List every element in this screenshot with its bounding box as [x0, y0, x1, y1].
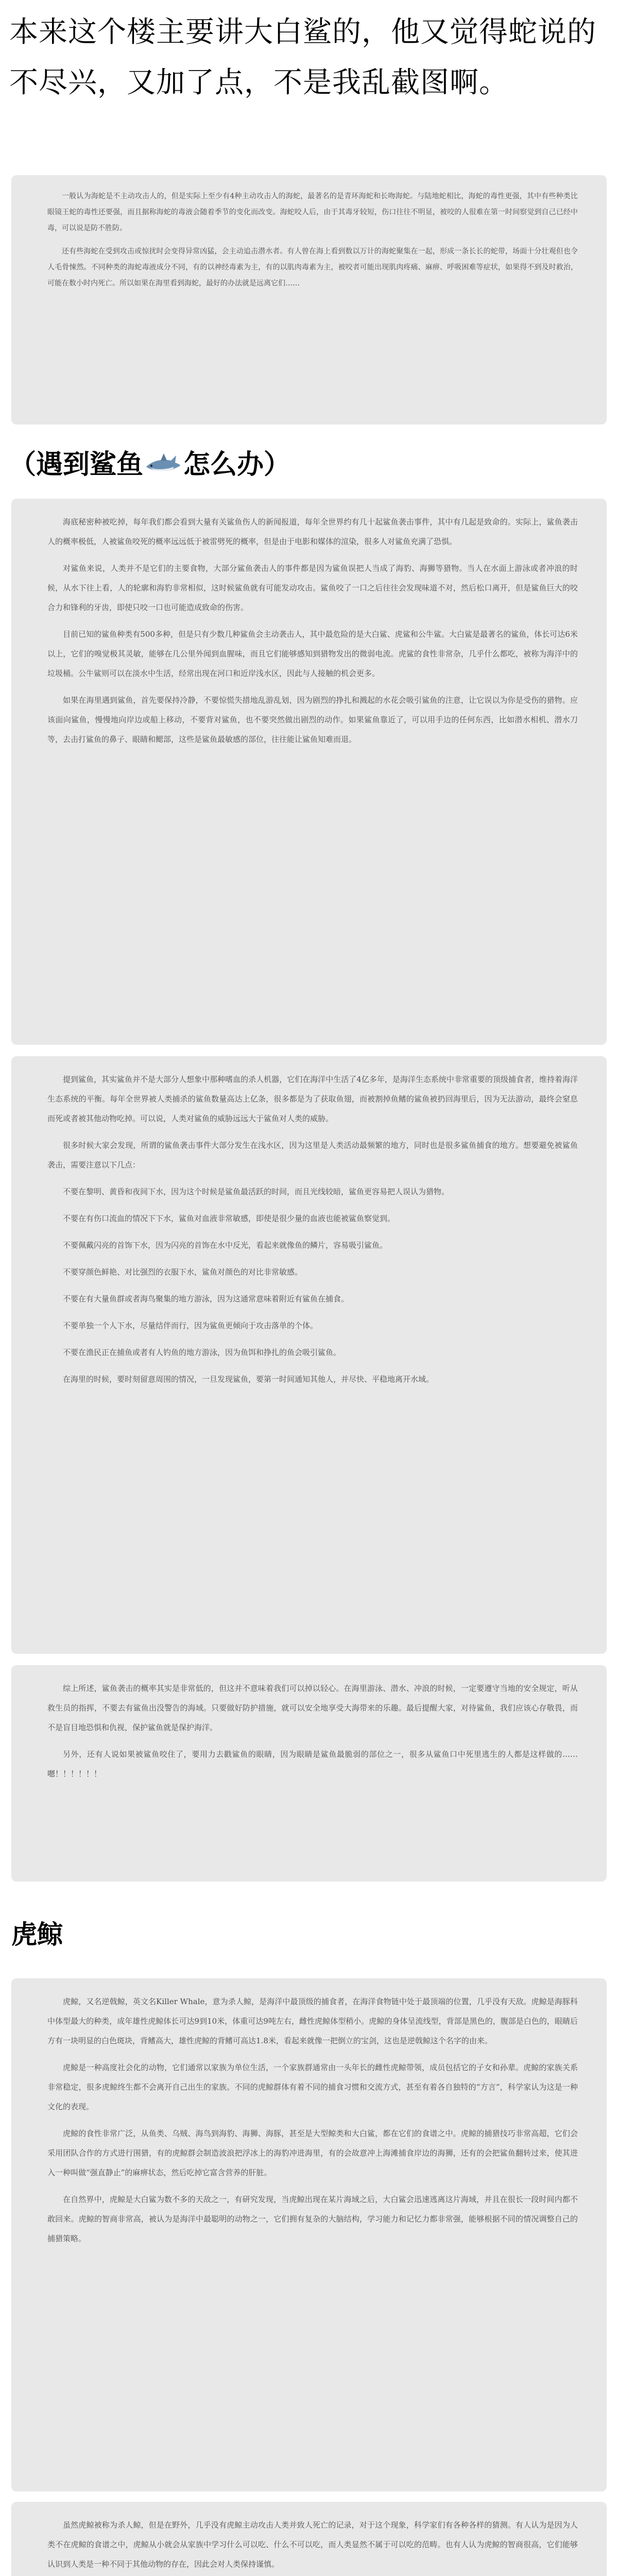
- paragraph: 不要穿颜色鲜艳、对比强烈的衣服下水，鲨鱼对颜色的对比非常敏感。: [63, 1267, 303, 1277]
- title-suffix: 怎么办）: [183, 449, 291, 480]
- paragraph: 虽然虎鲸被称为杀人鲸，但是在野外，几乎没有虎鲸主动攻击人类并致人死亡的记录，对于这个现象，科学家们有各种各样的猜测。有人认为是因为人类不在虎鲸的食谱之中，虎鲸从小就会从家族中学习什么可以吃、什么不可以吃，而人类显然不属于可以吃的范畴。也有人认为虎鲸的智商很高，它们能够认识到人类是一种不同于其他动物的存在，因此会对人类保持谨慎。: [47, 2520, 578, 2569]
- paragraph: 海底秘密种被吃掉，每年我们都会看到大量有关鲨鱼伤人的新闻报道，每年全世界约有几十起鲨鱼袭击事件，其中有几起是致命的。实际上，鲨鱼袭击人的概率极低，人被鲨鱼咬死的概率远远低于被雷劈死的概率，但是由于电影和媒体的渲染，很多人对鲨鱼充满了恐惧。: [47, 517, 578, 546]
- screenshot-card-orca-1: [11, 1978, 607, 2492]
- paragraph: 不要在黎明、黄昏和夜间下水，因为这个时候是鲨鱼最活跃的时间，而且光线较暗，鲨鱼更容易把人误认为猎物。: [63, 1187, 450, 1196]
- paragraph: [47, 1744, 578, 1784]
- paragraph: 很多时候大家会发现，所谓的鲨鱼袭击事件大部分发生在浅水区，因为这里是人类活动最频繁的地方，同时也是很多鲨鱼捕食的地方。想要避免被鲨鱼袭击，需要注意以下几点：: [47, 1141, 578, 1170]
- screenshot-card-shark-3: [11, 1665, 607, 1882]
- paragraph: 如果在海里遇到鲨鱼，首先要保持冷静，不要惊慌失措地乱游乱划，因为剧烈的挣扎和溅起的水花会吸引鲨鱼的注意，让它误以为你是受伤的猎物。应该面向鲨鱼，慢慢地向岸边或船上移动，不要背对鲨鱼，也不要突然做出剧烈的动作。如果鲨鱼靠近了，可以用手边的任何东西，比如潜水相机、潜水刀等，去击打鲨鱼的鼻子、眼睛和鳃部，这些是鲨鱼最敏感的部位，往往能让鲨鱼知难而退。: [47, 696, 578, 744]
- paragraph: 虎鲸的食性非常广泛，从鱼类、乌贼、海鸟到海豹、海狮、海豚，甚至是大型鲸类和大白鲨，都在它们的食谱之中。虎鲸的捕猎技巧非常高超，它们会采用团队合作的方式进行围猎，有的虎鲸群会制造波浪把浮冰上的海豹冲进海里，有的会故意冲上海滩捕食岸边的海狮，还有的会把鲨鱼翻转过来，使其进入一种叫做“强直静止”的麻痹状态，然后吃掉它富含营养的肝脏。: [47, 2129, 578, 2177]
- post-headline: 本来这个楼主要讲大白鲨的，他又觉得蛇说的不尽兴，又加了点，不是我乱截图啊。: [9, 15, 596, 99]
- paragraph-text: 另外，还有人说如果被鲨鱼咬住了，要用力去戳鲨鱼的眼睛，因为眼睛是鲨鱼最脆弱的部位之一，很多从鲨鱼口中死里逃生的人都是这样做的……: [63, 1750, 578, 1759]
- paragraph: 不要佩戴闪亮的首饰下水，因为闪亮的首饰在水中反光，看起来就像鱼的鳞片，容易吸引鲨鱼。: [63, 1241, 388, 1250]
- paragraph: 虎鲸，又名逆戟鲸，英文名Killer Whale，意为杀人鲸，是海洋中最顶级的捕食者，在海洋食物链中处于最顶端的位置，几乎没有天敌。虎鲸是海豚科中体型最大的种类，成年雄性虎鲸体长可达9到10米，体重可达9吨左右，雌性虎鲸体型稍小。虎鲸的身体呈流线型，背部是黑色的，腹部是白色的，眼睛后方有一块明显的白色斑块，背鳍高大，雄性虎鲸的背鳍可高达1.8米，看起来就像一把倒立的宝剑，这也是逆戟鲸这个名字的由来。: [47, 1997, 578, 2045]
- screenshot-card-shark-1: [11, 499, 607, 1045]
- paragraph: 还有些海蛇在受到攻击或惊扰时会变得异常凶猛，会主动追击潜水者。有人曾在海上看到数以万计的海蛇聚集在一起，形成一条长长的蛇带，场面十分壮观但也令人毛骨悚然。不同种类的海蛇毒液成分不同，有的以神经毒素为主，有的以肌肉毒素为主，被咬者可能出现肌肉疼痛、麻痹、呼吸困难等症状，如果得不到及时救治，可能在数小时内死亡。所以如果在海里看到海蛇，最好的办法就是远离它们……: [47, 247, 578, 287]
- paragraph: 目前已知的鲨鱼种类有500多种，但是只有少数几种鲨鱼会主动袭击人，其中最危险的是大白鲨、虎鲨和公牛鲨。大白鲨是最著名的鲨鱼，体长可达6米以上，它们的嗅觉极其灵敏，能够在几公里外闻到血腥味，而且它们能够感知到猎物发出的微弱电流。虎鲨的食性非常杂，几乎什么都吃，被称为海洋中的垃圾桶。公牛鲨则可以在淡水中生活，经常出现在河口和近岸浅水区，因此与人接触的机会更多。: [47, 630, 578, 678]
- screenshot-card-orca-2: [11, 2502, 607, 2576]
- paragraph: 不要在有大量鱼群或者海鸟聚集的地方游泳，因为这通常意味着附近有鲨鱼在捕食。: [63, 1294, 349, 1303]
- paragraph: 综上所述，鲨鱼袭击的概率其实是非常低的，但这并不意味着我们可以掉以轻心。在海里游泳、潜水、冲浪的时候，一定要遵守当地的安全规定，听从救生员的指挥，不要去有鲨鱼出没警告的海域。只要做好防护措施，就可以安全地享受大海带来的乐趣。最后提醒大家，对待鲨鱼，我们应该心存敬畏，而不是盲目地恐惧和仇视，保护鲨鱼就是保护海洋。: [47, 1684, 578, 1732]
- paragraph: 在海里的时候，要时刻留意周围的情况，一旦发现鲨鱼，要第一时间通知其他人，并尽快、平稳地离开水域。: [63, 1375, 434, 1384]
- paragraph: 一般认为海蛇是不主动攻击人的，但是实际上至少有4种主动攻击人的海蛇，最著名的是青环海蛇和长吻海蛇。与陆地蛇相比，海蛇的毒性更强，其中有些种类比眼镜王蛇的毒性还要强，而且据称海蛇的毒液会随着季节的变化而改变。海蛇咬人后，由于其毒牙较短，伤口往往不明显，被咬的人很难在第一时间察觉到自己已经中毒，可以说是防不胜防。: [47, 192, 578, 232]
- paragraph: 不要在有伤口流血的情况下下水，鲨鱼对血液非常敏感，即使是很少量的血液也能被鲨鱼察觉到。: [63, 1214, 396, 1223]
- screenshot-card-sea-snake: [11, 175, 607, 425]
- section-title-shark: [9, 444, 411, 485]
- paragraph: 提到鲨鱼，其实鲨鱼并不是大部分人想象中那种嗜血的杀人机器，它们在海洋中生活了4亿多年，是海洋生态系统中非常重要的顶级捕食者，维持着海洋生态系统的平衡。每年全世界被人类捕杀的鲨鱼数量高达上亿条，很多都是为了获取鱼翅，而被割掉鱼鳍的鲨鱼被扔回海里后，因为无法游动，最终会窒息而死或者被其他动物吃掉。可以说，人类对鲨鱼的威胁远远大于鲨鱼对人类的威胁。: [47, 1075, 578, 1123]
- paragraph: 不要在渔民正在捕鱼或者有人钓鱼的地方游泳，因为鱼饵和挣扎的鱼会吸引鲨鱼。: [63, 1348, 341, 1357]
- screenshot-card-shark-2: [11, 1056, 607, 1654]
- section-title-orca: 虎鲸: [11, 1920, 63, 1950]
- paragraph: 不要单独一个人下水，尽量结伴而行，因为鲨鱼更倾向于攻击落单的个体。: [63, 1321, 318, 1330]
- title-prefix: （遇到鲨鱼: [9, 449, 144, 480]
- paragraph: 虎鲸是一种高度社会化的动物，它们通常以家族为单位生活，一个家族群通常由一头年长的雌性虎鲸带领，成员包括它的子女和孙辈。虎鲸的家族关系非常稳定，很多虎鲸终生都不会离开自己出生的家族。不同的虎鲸群体有着不同的捕食习惯和交流方式，甚至有着各自独特的“方言”，科学家认为这是一种文化的表现。: [47, 2063, 578, 2111]
- paragraph: 对鲨鱼来说，人类并不是它们的主要食物，大部分鲨鱼袭击人的事件都是因为鲨鱼误把人当成了海豹、海狮等猎物。当人在水面上游泳或者冲浪的时候，从水下往上看，人的轮廓和海豹非常相似，这时候鲨鱼就有可能发动攻击。鲨鱼咬了一口之后往往会发现味道不对，然后松口离开，但是鲨鱼巨大的咬合力和锋利的牙齿，即使只咬一口也可能造成致命的伤害。: [47, 564, 578, 612]
- exclamation-tail: 嗯！！！！！！: [47, 1769, 102, 1778]
- shark-emoji-icon: [145, 451, 181, 478]
- paragraph: 在自然界中，虎鲸是大白鲨为数不多的天敌之一，有研究发现，当虎鲸出现在某片海域之后，大白鲨会迅速逃离这片海域，并且在很长一段时间内都不敢回来。虎鲸的智商非常高，被认为是海洋中最聪明的动物之一，它们拥有复杂的大脑结构，学习能力和记忆力都非常强，能够根据不同的情况调整自己的捕猎策略。: [47, 2195, 578, 2243]
